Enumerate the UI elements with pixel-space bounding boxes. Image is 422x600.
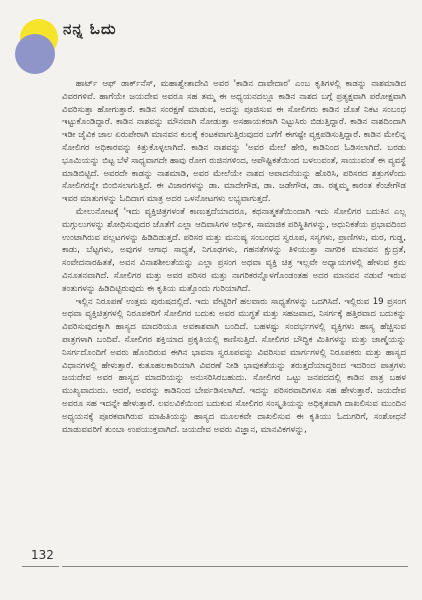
- decorative-circles-icon: [9, 18, 61, 74]
- paragraph: ಇಲ್ಲಿನ ನಿರೂಪಣೆ ಉತ್ತಮ ಪುರುಷದಲ್ಲಿದೆ. ಇದು ವೇಟ್ಟಿರಿಗೆ ಹಲವಾರು ಸಾಧ್ಯತೆಗಳನ್ನು ಒದಗಿಸಿದೆ. ಇಲ್ಲಿರುವ 19 ಪ್ರಸಂಗ ಅಥವಾ ವ್ಯಕ್ತಿಚಿತ್ರಗಳಲ್ಲಿ ನಿರೂಪಕರಿಗೆ ಸೋಲಿಗರ ಬದುಕು ಅವರ ಮುಗ್ಧತೆ ಮತ್ತು ಸಹಜವಾದ, ನಿಸರ್ಗಕ್ಕೆ ಹತ್ತಿರವಾದ ಬದುಕನ್ನು ವಿವರಿಸುವುದಕ್ಕಾಗಿ ಹಾಸ್ಯದ ಮಾದರಿಯೂ ಅವಕಾಶವಾಗಿ ಬಂದಿದೆ. ಬಹಳಷ್ಟು ಸಂದರ್ಭಗಳಲ್ಲಿ ವ್ಯಕ್ತಿಗಳು ಹಾಸ್ಯ ಹೆಚ್ಚಿಸುವ ಪಾತ್ರಗಳಾಗಿ ಬಂದಿವೆ. ಸೋಲಿಗರ ಶಕ್ತಿಯಾದ ಪ್ರಕೃತಿಯಲ್ಲಿ ಕಾಣಿಸುತ್ತಿದೆ. ಸೋಲಿಗರ ಬೌದ್ಧಿಕ ಮಿತಿಗಳನ್ನು ಮತ್ತು ಜಾಣ್ಮೆಯನ್ನು ನಿಸರ್ಗದೊಂದಿಗೆ ಅವರು ಹೊಂದಿರುವ ಈಗಿನ ಭಾವನಾ ಸ್ವರೂಪವನ್ನು ವಿವರಿಸುವ ಮಾರ್ಗಗಳಲ್ಲಿ ನಿರೂಪಕರು ಮತ್ತು ಹಾಸ್ಯದ ವಿಧಾನಗಳಲ್ಲಿ ಹೇಳುತ್ತಾರೆ. ಕುತೂಹಲಕಾರಿಯಾಗಿ ವಿವರಣೆ ನೀಡಿ ಭಾವುಕತೆಯನ್ನು ತರುತ್ತದೆಯಾದ್ದರಿಂದ ಇದರಿಂದ ಪಾತ್ರಗಳು ಜಯದೇವ ಅವರ ಹಾಸ್ಯದ ಮಾದರಿಯನ್ನು ಅನುಸರಿಸಿರಬಹುದು. ಸೋಲಿಗರ ಒಟ್ಟು ಜನಪದದಲ್ಲಿ ಕಾಡಿನ ಪಾತ್ರ ಬಹಳ ಮುಖ್ಯವಾದುದು. ಆದರೆ, ಅವರನ್ನು ಕಾಡಿನಿಂದ ಬೇರ್ಪಡಿಸಲಾಗಿದೆ. ಇದನ್ನು ಪರಿಸರವಾದಿಗಳೂ ಸಹ ಹೇಳುತ್ತಾರೆ. ಜಯದೇವ ಅವರೂ ಸಹ ಇದನ್ನೇ ಹೇಳುತ್ತಾರೆ. ಲವಲವಿಕೆಯಿಂದ ಬದುಕುವ ಸೋಲಿಗರ ಸಂಸ್ಕೃತಿಯನ್ನು ಅಧಿಕೃತವಾಗಿ ದಾಖಲಿಸುವ ಮುಂದಿನ ಅಧ್ಯಯನಕ್ಕೆ ಪೂರಕವಾಗಿರುವ ಮಾಹಿತಿಯನ್ನು ಹಾಸ್ಯದ ಮೂಲಕವೇ ದಾಖಲಿಸುವ ಈ ಕೃತಿಯು ಓದುಗರಿಗೆ, ಸಂಶೋಧನೆ ಮಾಡುವವರಿಗೆ ತುಂಬಾ ಉಪಯುಕ್ತವಾಗಿದೆ. ಜಯದೇವ ಅವರು ವಿಜ್ಞಾನ, ಮಾನವಿಕಗಳನ್ನು,: [62, 296, 406, 435]
- body-text: [62, 78, 406, 436]
- paragraph: ಹಾರ್ಟ್ ಆಫ್ ಡಾರ್ಕ್‌ನೆಸ್, ಮಹಾಶ್ವೇತಾದೇವಿ ಅವರ 'ಕಾಡಿನ ದಾವೇದಾರ' ಎಂಬ ಕೃತಿಗಳಲ್ಲಿ ಕಾಡನ್ನು ನಾಶಮಾಡಿದ ವಿವರಗಳಿವೆ. ಹಾಗೆಯೇ ಜಯದೇವ ಅವರೂ ಸಹ ತಮ್ಮ ಈ ಅಧ್ಯಯನದಲ್ಲೂ ಕಾಡಿನ ನಾಶದ ಬಗ್ಗೆ ಪ್ರತ್ಯಕ್ಷವಾಗಿ ಪರೋಕ್ಷವಾಗಿ ವಿವರಿಸುತ್ತಾ ಹೋಗುತ್ತಾರೆ. ಕಾಡಿನ ಸಂರಕ್ಷಣೆ ಮಾಡುವ, ಅದನ್ನು ಪೂಜಿಸುವ ಈ ಸೋಲಿಗರು ಕಾಡಿನ ಜೊತೆ ನಿಕಟ ಸಂಬಂಧ ಇಟ್ಟುಕೊಂಡಿದ್ದಾರೆ. ಕಾಡಿನ ನಾಶವನ್ನು ಮೌನವಾಗಿ ನೋಡುತ್ತಾ ಅಸಹಾಯಕರಾಗಿ ನಿಟ್ಟುಸಿರು ಬಿಡುತ್ತಿದ್ದಾರೆ. ಕಾಡಿನ ನಾಶದಿಂದಾಗಿ ಇಡೀ ಜೈವಿಕ ಜಾಲ ಏರುಪೇರಾಗಿ ಮಾನವನ ಕುಲಕ್ಕೆ ಕಂಟಕವಾಗುತ್ತಿರುವುದರ ಬಗೆಗೆ ಈಗಷ್ಟೇ ವ್ಯಕ್ತಪಡಿಸುತ್ತಿದ್ದಾರೆ. ಕಾಡಿನ ಮೇಲಿನ್ನ ಸೋಲಿಗರ ಅಧಿಕಾರವನ್ನು ಕಿತ್ತುಕೊಳ್ಳಲಾಗಿದೆ. ಕಾಡಿನ ನಾಶವನ್ನು 'ಅವರ ಮೇಲೆ ಹೇರಿ, ಕಾಡಿನಿಂದ ಓಡಿಸಲಾಗಿದೆ. ಬರಡು ಭೂಮಿಯನ್ನು ಬಿಟ್ಟ ಬೆಳೆ ಸಾಧ್ಯವಾಗದೇ ಹಾವು ರೋಗ ರುಜಿನಗಳಿಂದ, ಆಪೌಷ್ಟಿಕತೆಯಿಂದ ಬಳಲುವಂತೆ, ಸಾಯುವಂತೆ ಈ ವ್ಯವಸ್ಥೆ ಮಾಡಿಬಿಟ್ಟಿದೆ. ಅವರದೇ ಕಾಡನ್ನು ನಾಶಮಾಡಿ, ಅವರ ಮೇಲೆಯೇ ನಾಶದ ಆಪಾದನೆಯನ್ನು ಹೊರಿಸಿ, ಪರಿಸರದ ಶತ್ರುಗಳೆಂದು ಸೋಲಿಗರನ್ನೇ ಬಿಂಬಿಸಲಾಗುತ್ತಿದೆ. ಈ ವಿಚಾರಗಳನ್ನು ಡಾ. ಮಾದೇಗೌಡ, ಡಾ. ಜಡೇಗೌಡ, ಡಾ. ರತ್ನಮ್ಮ ಕಾರಂತ ಕೆಂಚೇಗೌಡ ಇವರ ಮಾತುಗಳನ್ನು ಓದಿದಾಗ ಮಾತ್ರ ಅದರ ಒಳನೋಟಗಳು ಲಭ್ಯವಾಗುತ್ತದೆ.: [62, 79, 406, 205]
- footer-divider: [62, 566, 408, 567]
- page-title: ನನ್ನ ಓದು: [63, 20, 117, 38]
- paragraph: ಮೇಲುನೋಟಕ್ಕೆ 'ಇದು ವ್ಯಕ್ತಿಚಿತ್ರಗಳಂತೆ ಕಾಣುತ್ತದೆಯಾದರೂ, ಕಥನಾತ್ಮಕತೆಯಿಂದಾಗಿ ಇದು ಸೋಲಿಗರ ಬದುಕಿನ ಎಲ್ಲ ಮಗ್ಗುಲುಗಳನ್ನು ಶೋಧಿಸುವುದರ ಜೊತೆಗೆ ಎಲ್ಲಾ ಆದಿವಾಸಿಗಳ ಆರ್ಥಿಕ, ಸಾಮಾಜಿಕ ಪರಿಸ್ಥಿತಿಗಳನ್ನು, ಆಧುನಿಕತೆಯ ಪ್ರಭಾವದಿಂದ ಉಂಟಾಗಿರುವ ಪಲ್ಲಟಗಳನ್ನು ಹಿಡಿದಿಡುತ್ತದೆ. ಪರಿಸರ ಮತ್ತು ಮನುಷ್ಯ ಸಂಬಂಧದ ಸ್ವರೂಪ, ಸಸ್ಯಗಳು, ಪ್ರಾಣಿಗಳು, ಮರ, ಗುಡ್ಡ, ಕಾಡು, ಬೆಟ್ಟಗಳು, ಅವುಗಳ ಆಗಾಧ ಸಾಧ್ಯತೆ, ನಿಗೂಢಗಳು, ಗಹನತೆಗಳನ್ನು ತಿಳಿಯುತ್ತಾ ನಾಗರಿಕ ಮಾನವನ ಕ್ಷುದ್ರತೆ, ಸಂವೇದನಾರಹಿತತೆ, ಅವನ ವಿನಾಶಶೀಲತೆಯನ್ನು ಎಲ್ಲಾ ಪ್ರಸಂಗ ಅಥವಾ ವ್ಯಕ್ತಿ ಚಿತ್ರ ಇಲ್ಲವೇ ಅಧ್ಯಾಯಗಳಲ್ಲಿ ಹೇಳುವ ಕ್ರಮ ವಿನೂತನವಾಗಿದೆ. ಸೋಲಿಗರ ಮತ್ತು ಅವರ ಪರಿಸರ ಮತ್ತು ನಾಗರಿಕರನ್ನೊಳಗೊಂಡಂತಹ ಅದರ ಮಾನವನ ನಡುವೆ ಇರುವ ತಂತುಗಳನ್ನು ಹಿಡಿದಿಟ್ಟಿರುವುದು ಈ ಕೃತಿಯ ಮತ್ತೊಂದು ಗುರಿಯಾಗಿದೆ.: [62, 206, 406, 294]
- page-number: 132: [31, 548, 54, 562]
- footer-divider: [22, 566, 59, 567]
